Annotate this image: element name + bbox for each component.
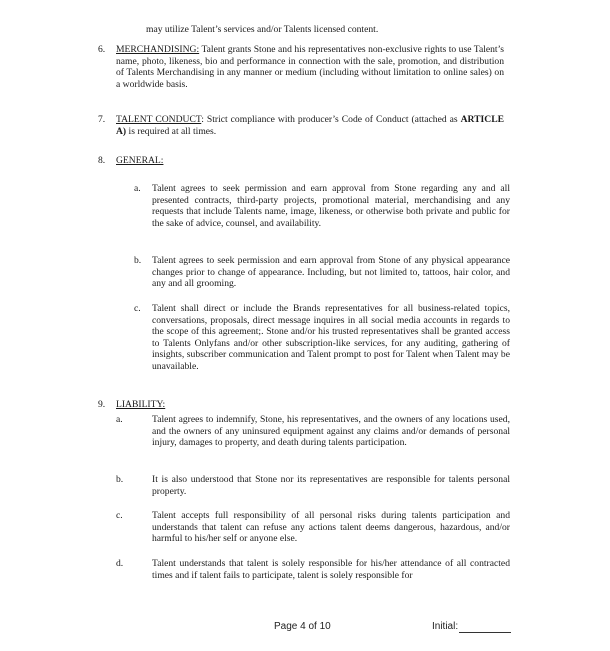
section-9c-label: c. — [116, 510, 123, 521]
section-9-heading: LIABILITY: — [116, 399, 166, 410]
section-9b-label: b. — [116, 474, 124, 485]
section-6-merchandising — [116, 44, 504, 90]
section-6-text: Talent grants Stone and his representatives non-exclusive rights to use Talent’s name, photo, likeness, bio and performance in connection with the sale, promotion, and distribution of Talents Merchandising in any manner or medium (including without limitation to online sales) on a worldwide basis. — [116, 44, 504, 90]
section-8c-label: c. — [134, 303, 141, 314]
page-number: Page 4 of 10 — [274, 621, 331, 632]
section-8c-text: Talent shall direct or include the Brands representatives for all business-related topics, conversations, proposals, direct message inquires in all social media accounts in regards to the scope of this agreement;. Stone and/or his trusted representatives shall be granted access to Talents Onlyfans and/or other subscription-like services, for any auditing, gathering of insights, subscriber communication and Talent prompt to post for Talent when Talent may be unavailable. — [152, 303, 510, 372]
section-7-text-b: is required at all times. — [126, 125, 217, 137]
section-9c-text: Talent accepts full responsibility of all personal risks during talents participation and understands that talent can refuse any actions talent deems dangerous, hazardous, and/or harmful to his/her self or anyone else. — [152, 510, 510, 545]
section-6-heading: MERCHANDISING: — [116, 44, 200, 55]
section-7-talent-conduct — [116, 114, 504, 137]
initial-label: Initial: — [432, 621, 459, 632]
section-7-text-a: : Strict compliance with producer’s Code of Conduct (attached as — [201, 114, 461, 125]
section-9-number: 9. — [98, 399, 106, 410]
section-8a-label: a. — [134, 183, 141, 194]
section-6-number: 6. — [98, 44, 106, 55]
initial-signature-line[interactable] — [459, 622, 511, 633]
section-7-bold: ARTICLE A) — [116, 114, 505, 137]
section-9b-text: It is also understood that Stone nor its representatives are responsible for talents personal property. — [152, 474, 510, 497]
section-8-number: 8. — [98, 155, 106, 166]
section-9d-label: d. — [116, 558, 124, 569]
section-8a-text: Talent agrees to seek permission and earn approval from Stone regarding any and all presented contracts, third-party projects, promotional material, merchandising and any requests that include Talents name, image, likeness, or otherwise both private and public for the sake of advice, counsel, and availability. — [152, 183, 510, 229]
section-7-number: 7. — [98, 114, 106, 125]
section-8-heading: GENERAL: — [116, 155, 164, 166]
section-8b-text: Talent agrees to seek permission and earn approval from Stone of any physical appearance changes prior to change of appearance. Including, but not limited to, tattoos, hair color, and any and all grooming. — [152, 255, 510, 290]
initial-field — [432, 621, 511, 633]
section-9d-text: Talent understands that talent is solely responsible for his/her attendance of all contracted times and if talent fails to participate, talent is solely responsible for — [152, 558, 510, 581]
section-9a-label: a. — [116, 414, 123, 425]
section-8b-label: b. — [134, 255, 142, 266]
section-9a-text: Talent agrees to indemnify, Stone, his representatives, and the owners of any locations used, and the owners of any uninsured equipment against any claims and/or demands of personal injury, damages to property, and death during talents participation. — [152, 414, 510, 449]
section-7-heading: TALENT CONDUCT — [116, 114, 202, 125]
carry-over-line: may utilize Talent’s services and/or Talents licensed content. — [146, 24, 379, 35]
